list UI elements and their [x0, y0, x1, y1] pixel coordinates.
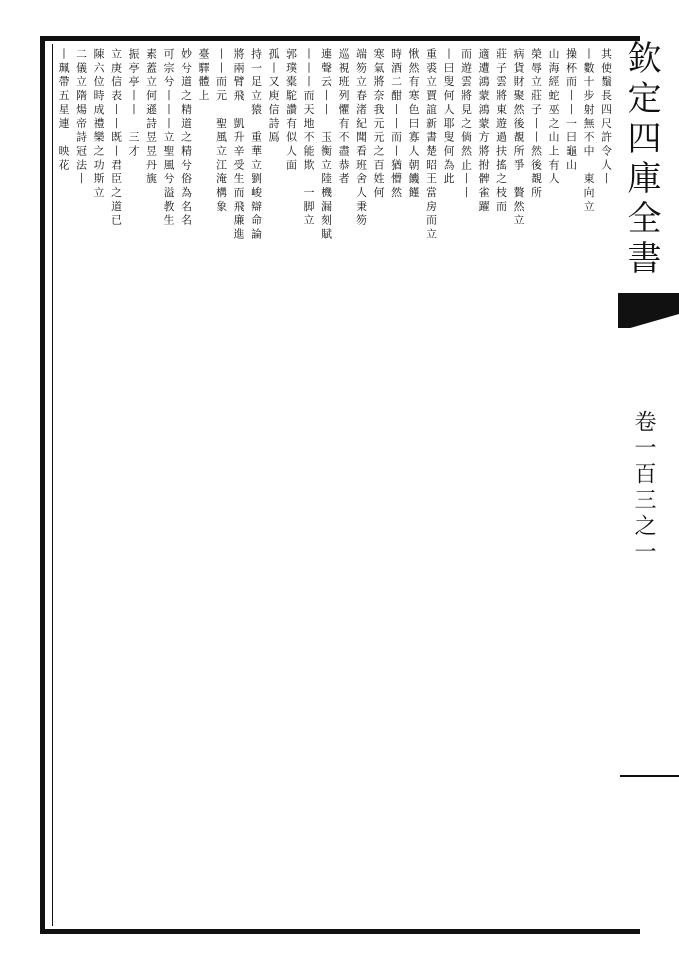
volume-label: 卷一百三之一: [631, 410, 656, 566]
text-column: 端笏立春渚紀聞看班舍人秉笏: [355, 48, 368, 229]
text-column: 操杯而丨丨一曰龜山: [565, 48, 578, 173]
text-column: 丨數十步射無不中 東向立: [582, 48, 596, 215]
text-column: 而遊雲將見之倘然止丨丨: [460, 48, 473, 201]
text-column: 莊子雲將東遊過扶搖之枝而: [495, 48, 508, 215]
text-body: [55, 48, 615, 928]
text-column: 振亭亭丨丨 三才: [127, 48, 141, 159]
text-column: 丨丨而元 聖風立江淹構象: [215, 48, 228, 215]
text-column: 妙兮道之精道之精兮俗為名名: [180, 48, 193, 229]
text-column: 山海經蛇巫之山上有人: [547, 48, 561, 187]
text-column: 素蓋立何遜詩昱昱丹旐: [145, 48, 158, 187]
inner-rule: [52, 44, 53, 926]
text-column: 巡視班列懼有不盡恭者: [337, 48, 351, 187]
margin-rule: [620, 775, 679, 777]
text-column: 持一足立猿 重華立劉峻辯命論: [250, 48, 263, 242]
text-column: 愀然有寒色曰寡人朝饑饉: [407, 48, 421, 201]
text-column: 將兩臂飛 凱升辛受生而飛廉進: [232, 48, 246, 242]
text-column: 可宗兮丨丨丨立聖風兮溢教生: [162, 48, 176, 229]
text-column: 重裘立賈誼新書楚昭王當房而立: [425, 48, 438, 242]
text-column: 孤丨又庾信詩鳫: [267, 48, 281, 145]
text-column: 適遭鴻蒙鴻蒙方將拊髀雀躍: [477, 48, 491, 215]
text-column: 臺驛體上: [197, 48, 211, 104]
text-column: 陳六位時成禮樂之功斯立: [92, 48, 106, 201]
text-column: 連聲云丨丨 玉衡立陸機漏刻賦: [320, 48, 333, 242]
text-column: 時酒二酣丨丨而丨猶懵然: [390, 48, 403, 201]
book-title: 欽定四庫全書: [621, 40, 661, 280]
text-column: 丨曰叟何人耶叟何為此: [442, 48, 456, 187]
text-column: 郭璞橐駝讚有似人面: [285, 48, 298, 173]
text-column: 病貨財聚然後覩所爭 贅然立: [512, 48, 526, 229]
text-column: 榮辱立莊子丨丨然後覩所: [530, 48, 543, 201]
text-column: 寒氣將奈我元元之百姓何: [372, 48, 386, 201]
text-column: 二儀立隋煬帝詩冠法丨: [75, 48, 88, 187]
text-column: 丨丨丨而天地不能欺 一脚立: [302, 48, 316, 229]
text-column: 其使鬚長四尺許令人丨: [600, 48, 613, 187]
text-column: 丨珮帶五星連 映花: [57, 48, 71, 173]
text-column: 立庚信表丨丨既丨君臣之道已: [110, 48, 123, 229]
